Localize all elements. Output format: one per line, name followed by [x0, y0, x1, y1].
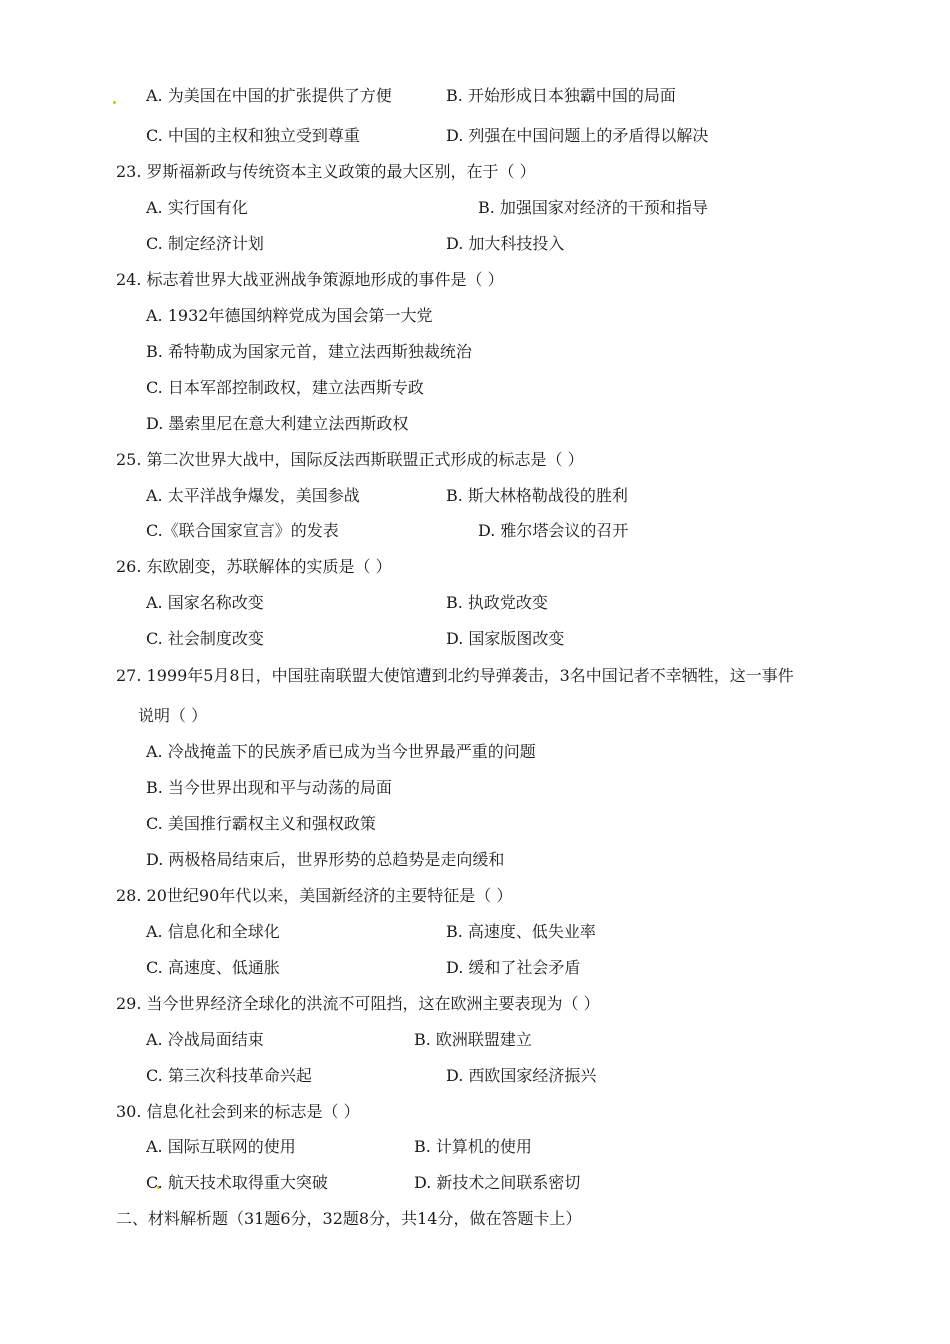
- question-stem-continuation: 说明（ ）: [138, 706, 208, 725]
- option-d: D. 雅尔塔会议的召开: [478, 521, 629, 540]
- question-stem: 30. 信息化社会到来的标志是（ ）: [116, 1102, 360, 1121]
- option-b: B. 斯大林格勒战役的胜利: [446, 486, 628, 505]
- option-d: D. 两极格局结束后，世界形势的总趋势是走向缓和: [146, 850, 505, 869]
- option-c: C. 美国推行霸权主义和强权政策: [146, 814, 376, 833]
- section-heading: 二、材料解析题（31题6分，32题8分，共14分，做在答题卡上）: [116, 1209, 582, 1228]
- option-a: A. 国家名称改变: [146, 593, 264, 612]
- option-a: A. 1932年德国纳粹党成为国会第一大党: [146, 306, 433, 325]
- option-c: C.《联合国家宣言》的发表: [146, 521, 339, 540]
- question-stem: 26. 东欧剧变，苏联解体的实质是（ ）: [116, 557, 392, 576]
- option-d: D. 西欧国家经济振兴: [446, 1066, 597, 1085]
- option-b: B. 计算机的使用: [414, 1137, 532, 1156]
- question-stem: 25. 第二次世界大战中，国际反法西斯联盟正式形成的标志是（ ）: [116, 450, 584, 469]
- option-b: B. 开始形成日本独霸中国的局面: [446, 86, 676, 105]
- option-b: B. 高速度、低失业率: [446, 922, 596, 941]
- option-d: D. 列强在中国问题上的矛盾得以解决: [446, 126, 709, 145]
- option-c: C. 中国的主权和独立受到尊重: [146, 126, 360, 145]
- option-d: D. 缓和了社会矛盾: [446, 958, 581, 977]
- option-a: A. 太平洋战争爆发，美国参战: [146, 486, 360, 505]
- option-a: A. 实行国有化: [146, 198, 248, 217]
- option-a: A. 冷战掩盖下的民族矛盾已成为当今世界最严重的问题: [146, 742, 536, 761]
- option-c: C. 制定经济计划: [146, 234, 264, 253]
- option-d: D. 加大科技投入: [446, 234, 565, 253]
- question-stem: 27. 1999年5月8日，中国驻南联盟大使馆遭到北约导弹袭击，3名中国记者不幸牺牲，这一事件: [116, 666, 794, 685]
- option-c: C. 社会制度改变: [146, 629, 264, 648]
- option-b: B. 加强国家对经济的干预和指导: [478, 198, 708, 217]
- option-b: B. 执政党改变: [446, 593, 548, 612]
- question-stem: 28. 20世纪90年代以来，美国新经济的主要特征是（ ）: [116, 886, 513, 905]
- option-d: D. 新技术之间联系密切: [414, 1173, 581, 1192]
- option-a: A. 冷战局面结束: [146, 1030, 264, 1049]
- stray-mark: [113, 101, 116, 104]
- option-b: B. 希特勒成为国家元首，建立法西斯独裁统治: [146, 342, 472, 361]
- option-a: A. 信息化和全球化: [146, 922, 280, 941]
- option-c: C. 高速度、低通胀: [146, 958, 280, 977]
- question-stem: 23. 罗斯福新政与传统资本主义政策的最大区别，在于（ ）: [116, 162, 536, 181]
- question-stem: 24. 标志着世界大战亚洲战争策源地形成的事件是（ ）: [116, 270, 504, 289]
- option-c: C. 航天技术取得重大突破: [146, 1173, 328, 1192]
- option-c: C. 日本军部控制政权，建立法西斯专政: [146, 378, 424, 397]
- question-stem: 29. 当今世界经济全球化的洪流不可阻挡，这在欧洲主要表现为（ ）: [116, 994, 600, 1013]
- option-a: A. 为美国在中国的扩张提供了方便: [146, 86, 392, 105]
- option-a: A. 国际互联网的使用: [146, 1137, 296, 1156]
- option-c: C. 第三次科技革命兴起: [146, 1066, 312, 1085]
- option-b: B. 欧洲联盟建立: [414, 1030, 532, 1049]
- option-d: D. 墨索里尼在意大利建立法西斯政权: [146, 414, 409, 433]
- option-b: B. 当今世界出现和平与动荡的局面: [146, 778, 392, 797]
- option-d: D. 国家版图改变: [446, 629, 565, 648]
